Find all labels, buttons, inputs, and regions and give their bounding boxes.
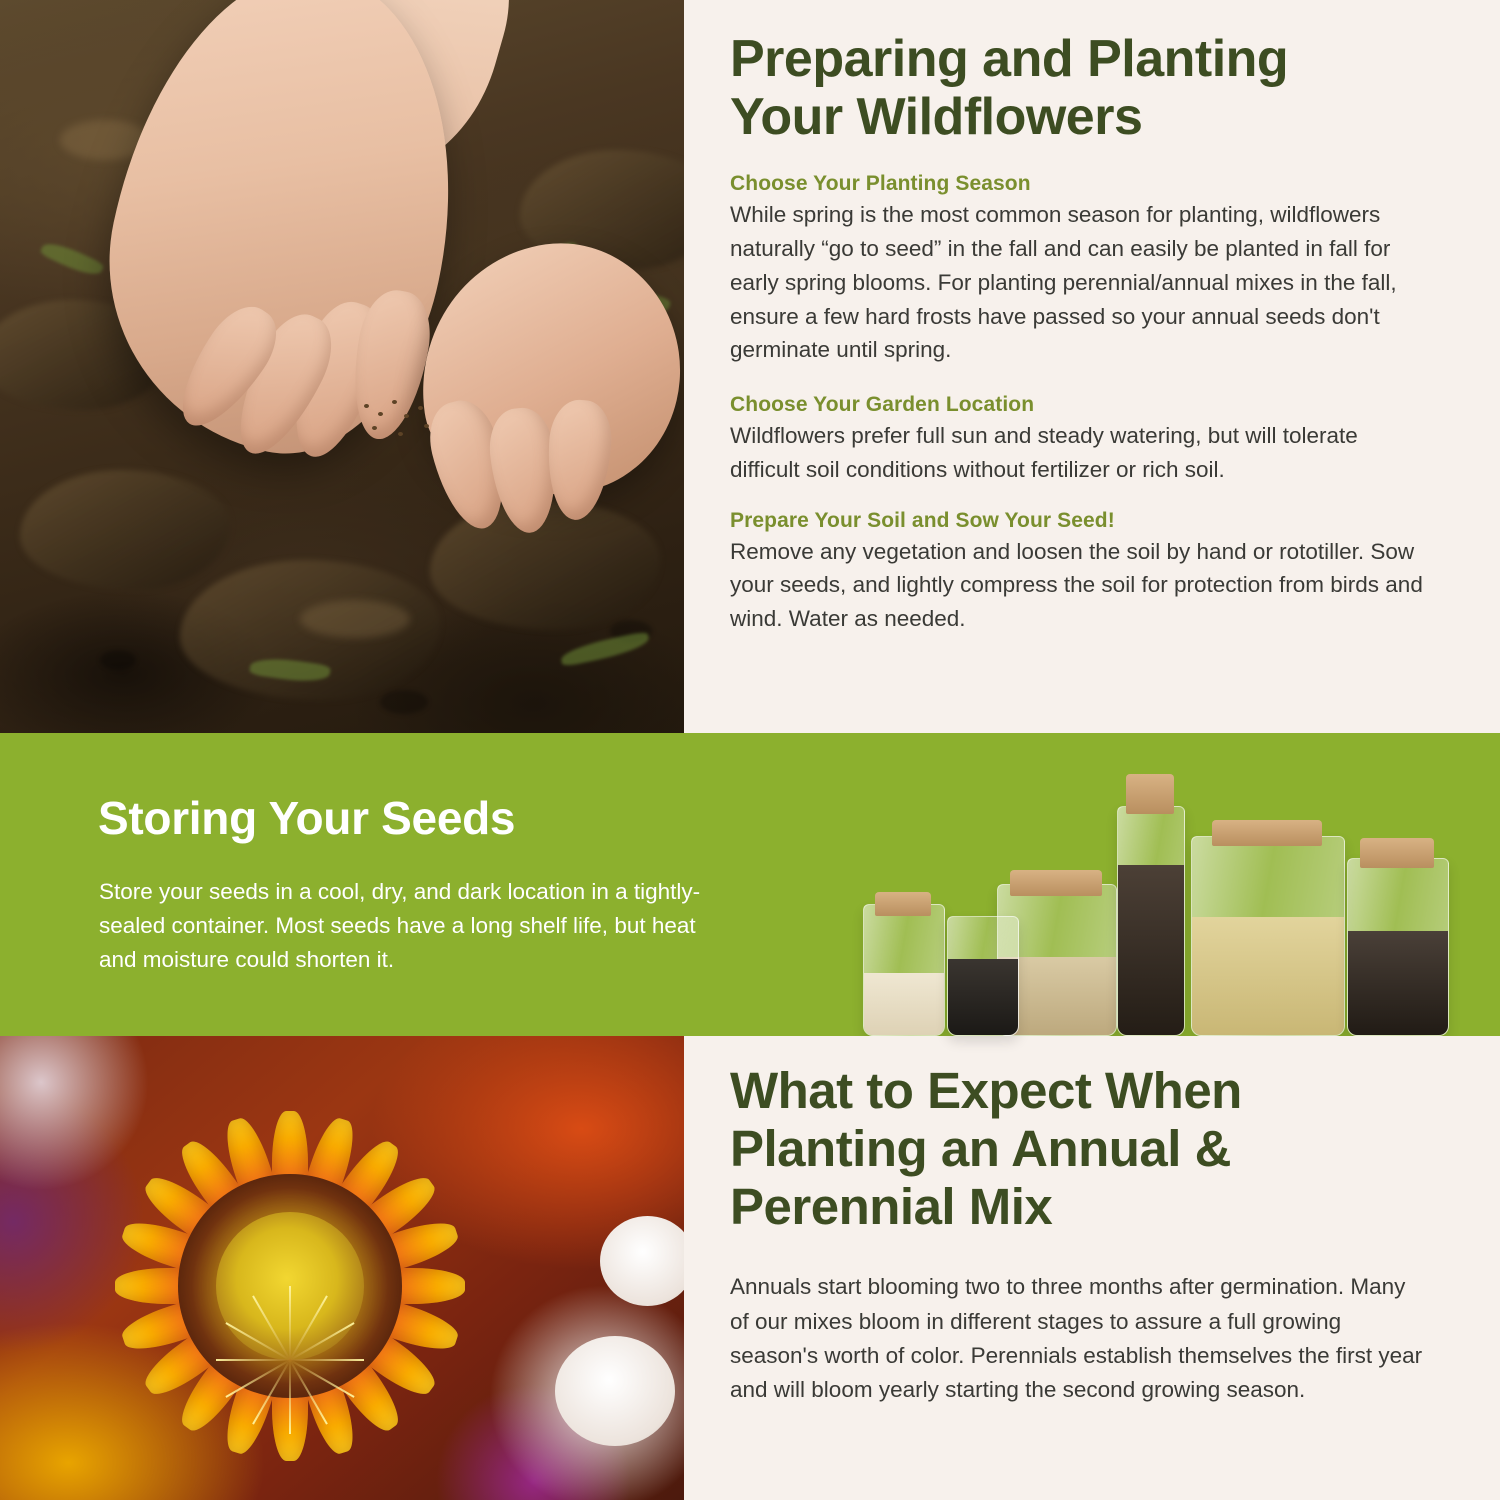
seed: [378, 412, 383, 416]
jar-cork: [875, 892, 931, 916]
subheading-planting-season: Choose Your Planting Season: [730, 172, 1031, 196]
jar-cork: [1360, 838, 1434, 868]
photo-seed-jars: [855, 751, 1465, 1036]
body-planting-season: While spring is the most common season for planting, wildflowers naturally “go to seed” in the fall and can easily be planted in fall for early spring blooms. For planting perennial/annual mixes in the fall, ensure a few hard frosts have passed so your annual seeds don't germinate until spring.: [730, 202, 1397, 363]
jar-contents: [948, 959, 1018, 1035]
seed-jar: [1347, 858, 1449, 1036]
block-planting-season: [730, 172, 1450, 367]
seed-jar: [1191, 836, 1345, 1036]
soil-speck: [100, 650, 136, 670]
disc-floret: [289, 1360, 291, 1434]
subheading-garden-location: Choose Your Garden Location: [730, 393, 1035, 417]
white-flower: [600, 1216, 684, 1306]
jar-contents: [1348, 931, 1448, 1035]
body-prepare-soil: Remove any vegetation and loosen the soil by hand or rototiller. Sow your seeds, and lightly compress the soil for protection from birds and wind. Water as needed.: [730, 538, 1423, 632]
page-title: Preparing and Planting Your Wildflowers: [730, 30, 1289, 147]
section-storing-seeds: [0, 733, 1500, 1036]
jar-cork: [1126, 774, 1174, 814]
disc-floret: [216, 1359, 290, 1361]
subheading-prepare-soil: Prepare Your Soil and Sow Your Seed!: [730, 508, 1115, 532]
seed: [418, 406, 423, 410]
seed: [372, 426, 377, 430]
seed: [424, 424, 429, 428]
section-three-text-column: [730, 1036, 1450, 1407]
seed: [404, 414, 409, 418]
jar-contents: [1118, 865, 1184, 1035]
section-what-to-expect: [0, 1036, 1500, 1500]
what-to-expect-body: Annuals start blooming two to three months after germination. Many of our mixes bloom in different stages to assure a full growing season's worth of color. Perennials establish themselves the first year and will bloom yearly starting the second growing season.: [730, 1274, 1423, 1402]
seed: [398, 432, 403, 436]
section-preparing-planting: [0, 0, 1500, 733]
storing-seeds-body: Store your seeds in a cool, dry, and dark location in a tightly-sealed container. Most seeds have a long shelf life, but heat and moisture could shorten it.: [99, 879, 701, 972]
block-garden-location: [730, 393, 1450, 487]
disc-floret: [289, 1295, 328, 1360]
what-to-expect-title: What to Expect When Planting an Annual & Perennial Mix: [730, 1062, 1242, 1236]
jar-contents: [864, 973, 944, 1035]
seed-jar: [863, 904, 945, 1036]
section-one-text-column: [730, 0, 1450, 733]
seed: [364, 404, 369, 408]
block-prepare-soil: [730, 509, 1450, 636]
soil-highlight: [300, 600, 410, 638]
flower-disc-inner: [216, 1212, 364, 1360]
photo-blanket-flower: [0, 1036, 684, 1500]
jar-cork: [1212, 820, 1322, 846]
photo-hand-sowing-seeds: [0, 0, 684, 733]
soil-clod: [20, 470, 230, 590]
soil-speck: [380, 690, 428, 714]
storing-seeds-title: Storing Your Seeds: [98, 792, 516, 844]
white-flower: [555, 1336, 675, 1446]
body-garden-location: Wildflowers prefer full sun and steady watering, but will tolerate difficult soil conditions without fertilizer or rich soil.: [730, 423, 1358, 482]
jar-cork: [1010, 870, 1102, 896]
disc-floret: [289, 1286, 291, 1360]
jar-contents: [1192, 917, 1344, 1035]
disc-floret: [290, 1359, 364, 1361]
seed: [392, 400, 397, 404]
seed-jar: [947, 916, 1019, 1036]
seed-jar: [1117, 806, 1185, 1036]
